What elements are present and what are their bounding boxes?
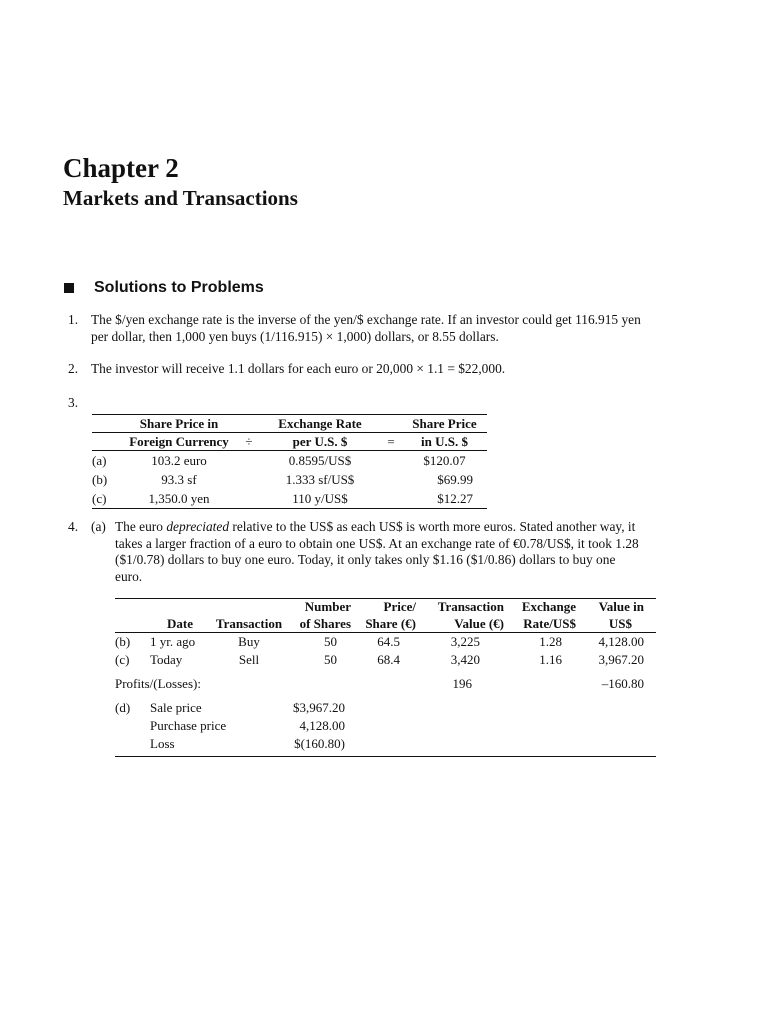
table-row [92,470,487,489]
profits-label: Profits/(Losses): [115,676,201,691]
bullet-square-icon [64,283,74,293]
table-row [92,489,487,509]
cell-tvalue: 3,420 [450,652,480,667]
cell-tvalue: 3,225 [450,634,480,649]
section-heading-text: Solutions to Problems [94,279,264,296]
sale-value: $3,967.20 [293,700,345,715]
row-label: (b) [115,634,131,649]
problem-4 [68,519,643,585]
header-in-us: in U.S. $ [421,434,468,449]
cell-usd: 4,128.00 [598,634,644,649]
row-label: (d) [115,700,131,715]
problem-number: 3. [68,395,79,410]
cell-date: Today [150,652,183,667]
cell-date: 1 yr. ago [150,634,196,649]
text-emphasis: depreciated [166,519,230,534]
cell-shares: 50 [324,634,337,649]
cell-price: 68.4 [377,652,400,667]
cell-rate: 0.8595/US$ [288,453,352,468]
cell-price: 93.3 sf [161,472,197,487]
d-row-purchase [115,717,656,735]
cell-shares: 50 [324,652,337,667]
header-date: Date [167,615,193,631]
row-label: (c) [115,652,130,667]
loss-value: $(160.80) [294,736,345,751]
d-row-loss [115,735,656,757]
header-rate-b: Rate/US$ [523,615,576,631]
row-label: (b) [92,472,108,487]
table-row [115,651,656,669]
share-price-table [92,414,487,509]
problem-text: The investor will receive 1.1 dollars for each euro or 20,000 × 1.1 = $22,000. [91,361,506,376]
header-usd-b: US$ [608,615,632,631]
problem-1 [68,312,648,345]
purchase-label: Purchase price [150,718,227,733]
transaction-table [115,598,656,757]
header-tvalue-b: Value (€) [454,615,504,631]
header-price-b: Share (€) [365,615,416,631]
cell-rate: 1.333 sf/US$ [285,472,355,487]
sub-label: (a) [91,519,106,534]
header-share-price: Share Price in [139,416,219,431]
problem-text [115,519,643,585]
divide-sign: ÷ [245,434,253,449]
d-row-sale [115,693,656,717]
problem-number: 1. [68,312,79,327]
row-label: (c) [92,491,107,506]
equals-sign: = [387,434,395,449]
profits-row [115,669,656,693]
table-row [92,451,487,471]
header-foreign-currency: Foreign Currency [129,434,229,449]
header-usd: Value in [598,599,644,614]
purchase-value: 4,128.00 [299,718,345,733]
loss-label: Loss [150,736,175,751]
cell-price: 1,350.0 yen [148,491,210,506]
text-segment: relative to the US$ as each US$ is worth more euros. Stated another way, it takes a larger fraction of a euro to obtain one US$. At an exchange rate of €0.78/US$, it took 1.28 ($1/0.78) dollars to buy one euro. Today, it only takes only $1.16 ($1/0.86) dollars to buy one euro. [115,519,639,584]
cell-usd: $120.07 [423,453,466,468]
cell-price: 103.2 euro [151,453,207,468]
problem-text: The $/yen exchange rate is the inverse of the yen/$ exchange rate. If an investor could get 116.915 yen per dollar, then 1,000 yen buys (1/116.915) × 1,000) dollars, or 8.55 dollars. [91,312,641,344]
header-rate: Exchange [521,599,576,614]
cell-usd: $12.27 [437,491,473,506]
header-transaction: Transaction [215,615,283,631]
header-share-price-usd: Share Price [412,416,477,431]
header-price: Price/ [383,599,416,614]
text-segment: The euro [115,519,167,534]
header-tvalue: Transaction [437,599,504,614]
header-exchange-rate: Exchange Rate [278,416,362,431]
cell-rate: 110 y/US$ [292,491,348,506]
cell-usd: 3,967.20 [598,652,644,667]
chapter-title: Markets and Transactions [63,186,298,210]
cell-price: 64.5 [377,634,400,649]
cell-rate: 1.16 [539,652,562,667]
section-heading [64,279,264,297]
problem-number: 4. [68,519,79,534]
sale-label: Sale price [150,700,202,715]
profits-tvalue: 196 [452,676,472,691]
header-shares-b: of Shares [299,615,351,631]
cell-usd: $69.99 [437,472,473,487]
cell-transaction: Buy [238,634,260,649]
cell-transaction: Sell [238,652,260,667]
profits-usd: –160.80 [601,676,644,691]
cell-rate: 1.28 [539,634,562,649]
problem-number: 2. [68,361,79,376]
table-row [115,633,656,652]
row-label: (a) [92,453,107,468]
chapter-number: Chapter 2 [63,153,179,183]
problem-2 [68,361,648,378]
header-shares: Number [304,599,351,614]
header-per-us: per U.S. $ [292,434,348,449]
